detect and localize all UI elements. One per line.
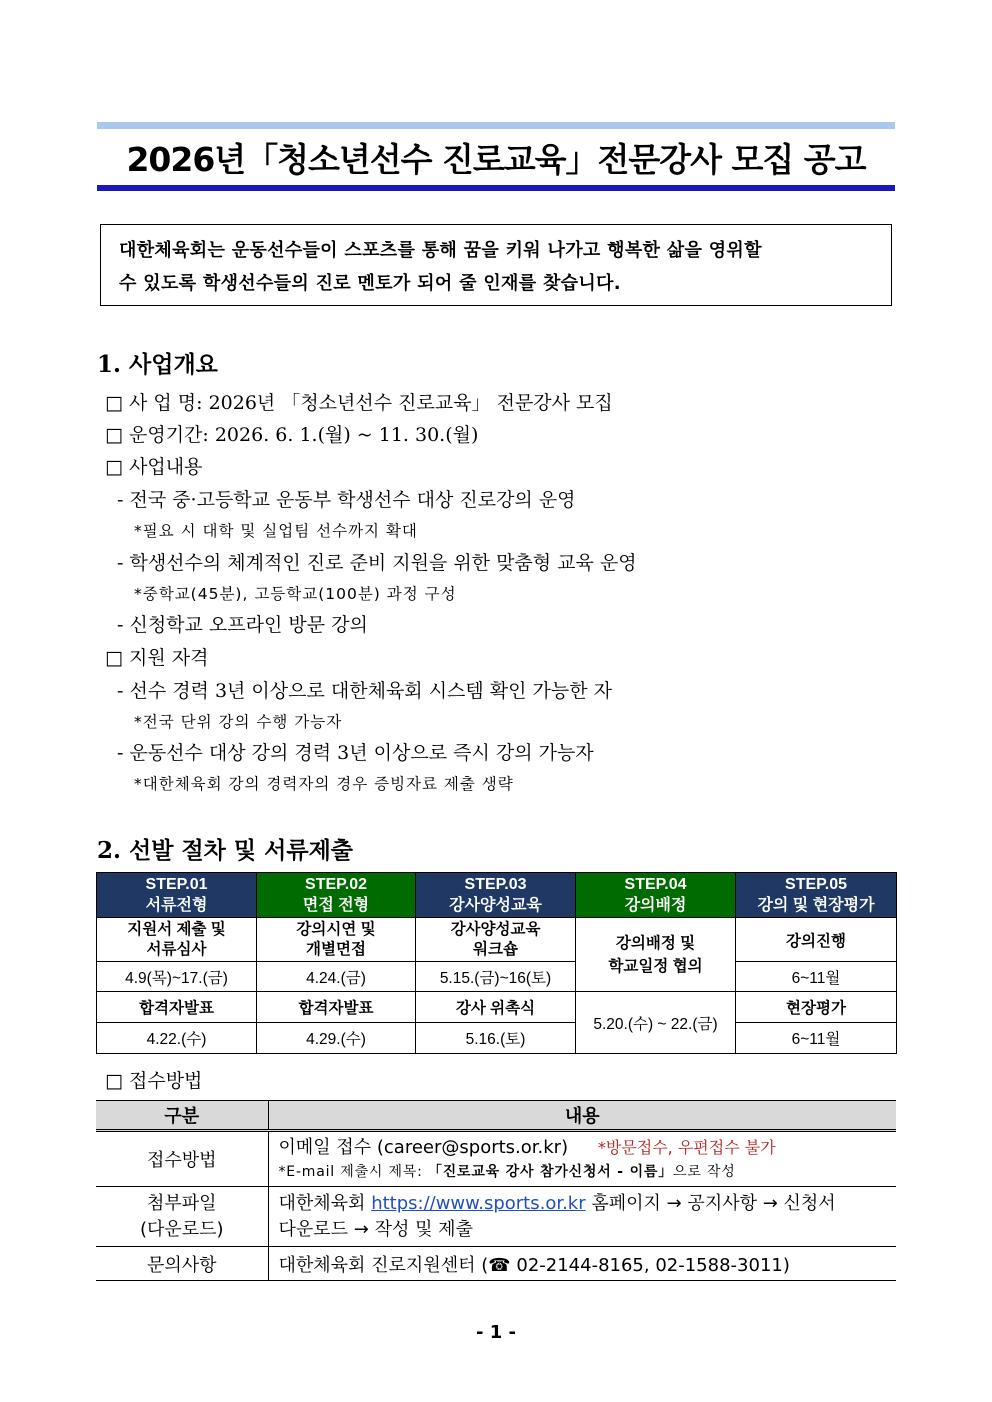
attach-content [268,1187,896,1247]
step2-date: 4.24.(금) [257,962,416,992]
step-header-2 [257,873,416,918]
step2-result: 합격자발표 [257,992,416,1023]
col-content: 내용 [268,1101,896,1131]
section2-heading: 2. 선발 절차 및 서류제출 [97,837,354,864]
receipt-inquiry-row [96,1247,896,1281]
cell-line: 강사양성교육 [450,920,541,938]
content-item-2-note: *중학교(45분), 고등학교(100분) 과정 구성 [134,585,457,603]
cell-line: 지원서 제출 및 [127,920,226,938]
intro-line-2: 수 있도록 학생선수들의 진로 멘토가 되어 줄 인재를 찾습니다. [119,273,621,294]
step-number: STEP.03 [464,876,527,893]
receipt-heading: □ 접수방법 [105,1070,203,1092]
title-bottom-bar [97,185,895,191]
attach-label-1: 첨부파일 [146,1192,217,1214]
receipt-attach-row [96,1187,896,1247]
attach-suffix: 홈페이지 → 공지사항 → 신청서 [591,1192,836,1214]
attach-line-2: 다운로드 → 작성 및 제출 [278,1218,473,1240]
step-header-1 [97,873,257,918]
step-header-4 [576,873,736,918]
step-header-3 [416,873,576,918]
method-warning: *방문접수, 우편접수 불가 [597,1138,776,1157]
step-title: 강사양성교육 [449,897,542,914]
step-header-5 [736,873,897,918]
operation-period: □ 운영기간: 2026. 6. 1.(월) ~ 11. 30.(월) [105,424,479,446]
attach-prefix: 대한체육회 [278,1192,366,1214]
qualification-heading: □ 지원 자격 [105,647,209,669]
inquiry-content: 대한체육회 진로지원센터 (☎ 02-2144-8165, 02-1588-3011) [268,1247,896,1281]
cell-line: 학교일정 협의 [608,957,703,975]
step2-result-date: 4.29.(수) [257,1023,416,1054]
step1-result: 합격자발표 [97,992,257,1023]
step-number: STEP.04 [624,876,687,893]
step-title: 서류전형 [145,897,208,914]
step2-activity [257,918,416,962]
business-name: □ 사 업 명: 2026년 「청소년선수 진로교육」 전문강사 모집 [105,392,613,414]
steps-activity-row [97,918,897,962]
title-banner [97,122,895,191]
page-title: 2026년「청소년선수 진로교육」전문강사 모집 공고 [126,140,866,179]
steps-header-row [97,873,897,918]
step-title: 강의배정 [624,897,687,914]
content-item-2: - 학생선수의 체계적인 진로 준비 지원을 위한 맞춤형 교육 운영 [117,552,637,574]
cell-line: 강의배정 및 [615,934,696,952]
cell-line: 개별면접 [306,940,366,958]
content-item-1-note: *필요 시 대학 및 실업팀 선수까지 확대 [134,522,418,540]
intro-line-1: 대한체육회는 운동선수들이 스포츠를 통해 꿈을 키워 나가고 행복한 삶을 영위할 [119,240,762,261]
step3-activity [416,918,576,962]
attach-label [96,1187,268,1247]
step5-result-date: 6~11월 [736,1023,897,1054]
method-line [279,1135,897,1161]
qualification-item-1: - 선수 경력 3년 이상으로 대한체육회 시스템 확인 가능한 자 [117,680,613,702]
receipt-table [96,1100,896,1281]
cell-line: 강의진행 [786,932,846,950]
steps-result-date-row [97,1023,897,1054]
content-item-3: - 신청학교 오프라인 방문 강의 [117,614,368,636]
col-category: 구분 [96,1101,268,1131]
method-note [279,1161,897,1183]
method-content [268,1131,896,1187]
cell-line: 강의시연 및 [296,920,376,938]
step-title: 면접 전형 [302,897,370,914]
step1-date: 4.9(목)~17.(금) [97,962,257,992]
inquiry-label: 문의사항 [96,1247,268,1281]
receipt-header-row [96,1101,896,1131]
method-email: 이메일 접수 (career@sports.or.kr) [278,1137,569,1158]
intro-box [100,224,892,306]
qualification-item-2-note: *대한체육회 강의 경력자의 경우 증빙자료 제출 생략 [134,775,514,793]
step3-result-date: 5.16.(토) [416,1023,576,1054]
selection-steps-table [96,872,897,1054]
method-note-suffix: 으로 작성 [673,1164,736,1180]
qualification-item-1-note: *전국 단위 강의 수행 가능자 [134,713,343,731]
method-label: 접수방법 [96,1131,268,1187]
method-note-title: 「진로교육 강사 참가신청서 - 이름」 [427,1164,674,1180]
step-title: 강의 및 현장평가 [757,897,875,914]
content-item-1: - 전국 중·고등학교 운동부 학생선수 대상 진로강의 운영 [117,489,576,511]
steps-result-row [97,992,897,1023]
step3-date: 5.15.(금)~16(토) [416,962,576,992]
step4-activity [576,918,736,992]
attach-label-2: (다운로드) [139,1218,224,1240]
title-top-bar [97,122,895,129]
qualification-item-2: - 운동선수 대상 강의 경력 3년 이상으로 즉시 강의 가능자 [117,742,594,764]
step1-activity [97,918,257,962]
step4-date: 5.20.(수) ~ 22.(금) [576,992,736,1054]
cell-line: 워크숍 [473,940,518,958]
step-number: STEP.01 [145,876,208,893]
step-number: STEP.05 [785,876,847,893]
content-heading: □ 사업내용 [105,456,203,478]
method-note-prefix: *E-mail 제출시 제목: [278,1164,423,1180]
section1-heading: 1. 사업개요 [97,351,218,378]
step5-date: 6~11월 [736,962,897,992]
page-number: - 1 - [476,1322,516,1343]
attach-line-1 [279,1191,897,1217]
step5-activity [736,918,897,962]
step5-result: 현장평가 [736,992,897,1023]
receipt-method-row [96,1131,896,1187]
step3-result: 강사 위촉식 [416,992,576,1023]
website-link[interactable]: https://www.sports.or.kr [371,1192,586,1214]
step1-result-date: 4.22.(수) [97,1023,257,1054]
step-number: STEP.02 [305,876,367,893]
cell-line: 서류심사 [146,940,207,958]
steps-date-row [97,962,897,992]
